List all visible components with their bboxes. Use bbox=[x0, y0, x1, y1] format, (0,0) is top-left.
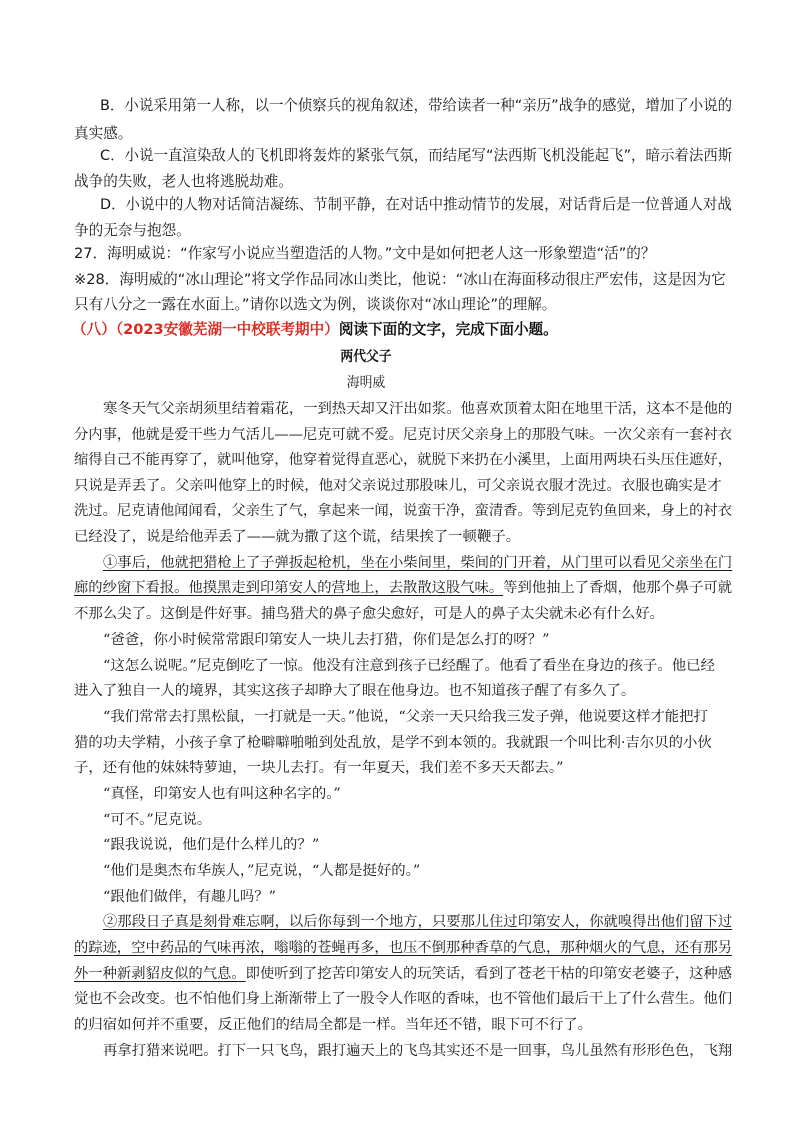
dialogue-line: 进入了独自一人的境界，其实这孩子却睁大了眼在他身边。也不知道孩子醒了有多久了。 bbox=[74, 683, 636, 699]
story-line: 洗过。尼克请他闻闻看，父亲生了气，拿起来一闻，说蛮干净，蛮清香。等到尼克钓鱼回来，身上的衬衣 bbox=[74, 503, 733, 519]
dialogue-line: “这怎么说呢。”尼克倒吃了一惊。他没有注意到孩子已经醒了。他看了看坐在身边的孩子。他已经 bbox=[103, 658, 715, 674]
story-title: 两代父子 bbox=[340, 349, 392, 365]
story-line: 已经没了，说是给他弄丢了——就为撒了这个谎，结果挨了一顿鞭子。 bbox=[74, 529, 521, 545]
underlined-sentence-2: 他摸黑走到印第安人的营地上，去散散这股气味。 bbox=[188, 580, 504, 596]
dialogue-line: “跟我说说，他们是什么样儿的？” bbox=[103, 837, 320, 853]
underlined-sentence-3-cont: 的踪迹，空中药品的气味再浓，嗡嗡的苍蝇再多，也压不倒那种香草的气息，那种烟火的气息，还有那另 bbox=[74, 940, 733, 956]
section-label: （八）（2023安徽芜湖一中校联考期中） bbox=[72, 321, 339, 338]
option-c-line-1: C．小说一直渲染敌人的飞机即将轰炸的紧张气氛，而结尾写“法西斯飞机没能起飞”，暗示着法西斯 bbox=[100, 147, 733, 164]
underlined-sentence-1: ①事后，他就把猎枪上了子弹扳起枪机，坐在小柴间里，柴间的门开着，从门里可以看见父亲坐在门 bbox=[103, 555, 733, 571]
dialogue-line: “爸爸，你小时候常常跟印第安人一块儿去打猎，你们是怎么打的呀？” bbox=[103, 632, 550, 648]
underlined-sentence-3: ②那段日子真是刻骨难忘啊，以后你每到一个地方，只要那儿住过印第安人，你就嗅得出他们留下过 bbox=[103, 914, 733, 930]
question-28-line-2: 只有八分之一露在水面上。”请你以选文为例，谈谈你对“冰山理论”的理解。 bbox=[74, 296, 557, 313]
question-28-line-1: ※28．海明威的“冰山理论”将文学作品同冰山类比，他说：“冰山在海面移动很庄严宏伟，这是因为它 bbox=[74, 271, 726, 288]
story-text: 即使听到了挖苦印第安人的玩笑话，看到了苍老干枯的印第安老婆子，这种感 bbox=[245, 966, 733, 982]
story-line: 寒冬天气父亲胡须里结着霜花，一到热天却又汗出如浆。他喜欢顶着太阳在地里干活，这本不是他的 bbox=[103, 401, 733, 417]
question-27: 27．海明威说：“作家写小说应当塑造活的人物。”文中是如何把老人这一形象塑造“活”的？ bbox=[74, 245, 656, 262]
story-line: 缩得自己不能再穿了，就叫他穿，他穿着觉得直恶心，就脱下来扔在小溪里，上面用两块石头压住遮好， bbox=[74, 452, 733, 468]
story-line: 再拿打猎来说吧。打下一只飞鸟，跟打遍天上的飞鸟其实还不是一回事，鸟儿虽然有形形色色，飞翔 bbox=[103, 1043, 733, 1059]
dialogue-line: “他们是奥杰布华族人，”尼克说，“人都是挺好的。” bbox=[103, 863, 421, 879]
option-b-line-2: 真实感。 bbox=[74, 125, 133, 142]
story-text: 等到他抽上了香烟，他那个鼻子可就 bbox=[503, 580, 733, 596]
option-b-line-1: B．小说采用第一人称，以一个侦察兵的视角叙述，带给读者一种“亲历”战争的感觉，增加了小说的 bbox=[100, 97, 733, 114]
story-line: 的归宿如何并不重要，反正他们的结局全都是一样。当年还不错，眼下可不行了。 bbox=[74, 1017, 593, 1033]
story-line bbox=[74, 578, 732, 598]
underlined-sentence-1-end: 廊的纱窗下看报。 bbox=[74, 580, 189, 596]
dialogue-line: “可不。”尼克说。 bbox=[103, 812, 212, 828]
underlined-sentence-3-end: 外一种新剥貂皮似的气息。 bbox=[74, 966, 246, 982]
dialogue-line: 猎的功夫学精，小孩子拿了枪噼噼啪啪到处乱放，是学不到本领的。我就跟一个叫比利·吉尔贝的小伙 bbox=[74, 735, 712, 751]
story-line: 觉也不会改变。也不怕他们身上渐渐带上了一股令人作呕的香味，也不管他们最后干上了什么营生。他们 bbox=[74, 991, 733, 1007]
story-line: 分内事，他就是爱干些力气活儿——尼克可就不爱。尼克讨厌父亲身上的那股气味。一次父亲有一套衬衣 bbox=[74, 427, 733, 443]
section-instruction: 阅读下面的文字，完成下面小题。 bbox=[338, 321, 558, 338]
option-d-line-2: 争的无奈与抱怨。 bbox=[74, 222, 191, 239]
dialogue-line: “我们常常去打黑松鼠，一打就是一天。”他说，“父亲一天只给我三发子弹，他说要这样才能把打 bbox=[103, 709, 708, 725]
story-line: 只说是弄丢了。父亲叫他穿上的时候，他对父亲说过那股味儿，可父亲说衣服才洗过。衣服也确实是才 bbox=[74, 478, 722, 494]
story-line: 不那么尖了。这倒是件好事。捕鸟猎犬的鼻子愈尖愈好，可是人的鼻子太尖就未必有什么好。 bbox=[74, 606, 665, 622]
option-d-line-1: D．小说中的人物对话简洁凝练、节制平静，在对话中推动情节的发展，对话背后是一位普通人对战 bbox=[100, 196, 732, 213]
dialogue-line: 子，还有他的妹妹特萝迪，一块儿去打。有一年夏天，我们差不多天天都去。” bbox=[74, 760, 564, 776]
dialogue-line: “跟他们做伴，有趣儿吗？” bbox=[103, 889, 277, 905]
story-author: 海明威 bbox=[346, 375, 386, 391]
story-line bbox=[74, 964, 732, 984]
option-c-line-2: 战争的失败，老人也将逃脱劫难。 bbox=[74, 173, 293, 190]
section-header bbox=[72, 320, 558, 340]
dialogue-line: “真怪，印第安人也有叫这种名字的。” bbox=[103, 786, 341, 802]
